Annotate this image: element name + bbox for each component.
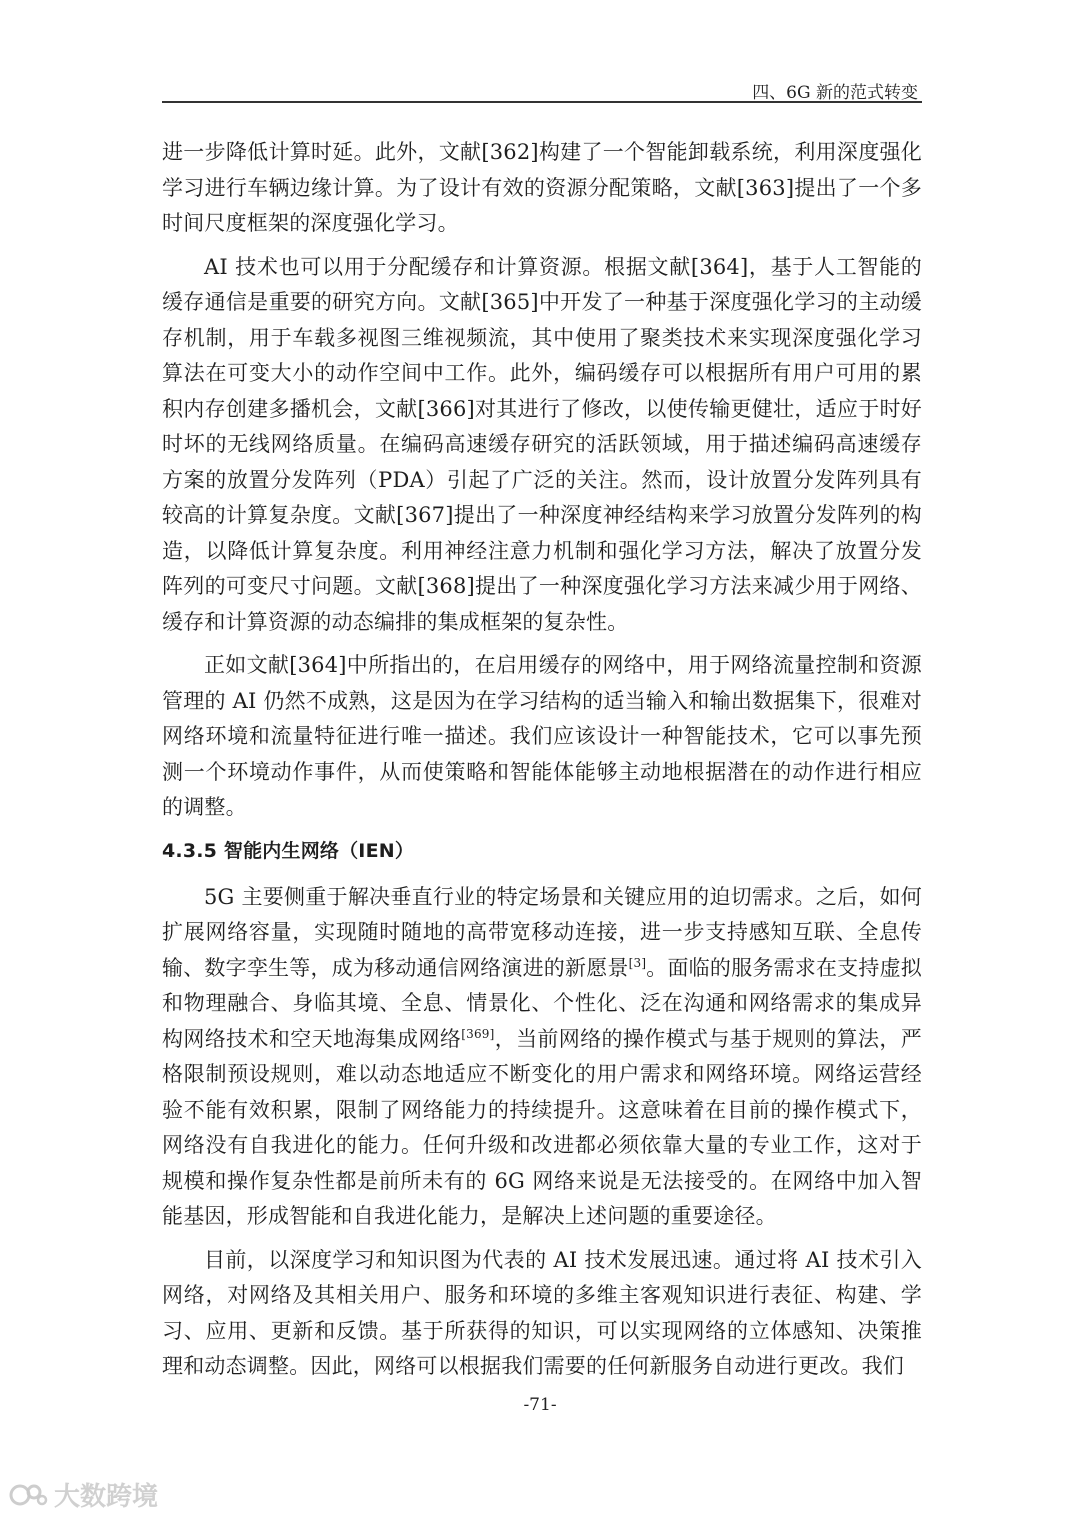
watermark-text: 大数跨境	[54, 1482, 159, 1512]
paragraph-text: 。面临的服务需求在支持虚拟和物理融合、身临其境、全息、情景化、个性化、泛在沟通和网络需求的集成异构网络技术和空天地海集成网络	[162, 955, 922, 1051]
citation-superscript: [3]	[628, 955, 647, 970]
brand-logo-icon	[8, 1480, 48, 1510]
paragraph-text: 5G 主要侧重于解决垂直行业的特定场景和关键应用的迫切需求。之后，如何扩展网络容量，实现随时随地的高带宽移动连接，进一步支持感知互联、全息传输、数字孪生等，成为移动通信网络演进的新愿景	[162, 884, 922, 980]
header-divider	[162, 101, 922, 103]
watermark	[8, 1476, 158, 1513]
page-body	[162, 135, 922, 1393]
paragraph-ai-knowledge: 目前，以深度学习和知识图为代表的 AI 技术发展迅速。通过将 AI 技术引入网络，对网络及其相关用户、服务和环境的多维主客观知识进行表征、构建、学习、应用、更新和反馈。基于所获得的知识，可以实现网络的立体感知、决策推理和动态调整。因此，网络可以根据我们需要的任何新服务自动进行更改。我们	[162, 1247, 922, 1378]
paragraph-ien-intro	[162, 880, 922, 1235]
paragraph-continuation: 进一步降低计算时延。此外，文献[362]构建了一个智能卸载系统，利用深度强化学习进行车辆边缘计算。为了设计有效的资源分配策略，文献[363]提出了一个多时间尺度框架的深度强化学习。	[162, 140, 922, 235]
paragraph-text: ，当前网络的操作模式与基于规则的算法，严格限制预设规则，难以动态地适应不断变化的用户需求和网络环境。网络运营经验不能有效积累，限制了网络能力的持续提升。这意味着在目前的操作模式下，网络没有自我进化的能力。任何升级和改进都必须依靠大量的专业工作，这对于规模和操作复杂性都是前所未有的 6G 网络来说是无法接受的。在网络中加入智能基因，形成智能和自我进化能力，是解决上述问题的重要途径。	[162, 1026, 922, 1228]
running-header: 四、6G 新的范式转变	[752, 83, 918, 103]
section-heading: 4.3.5 智能内生网络（IEN）	[162, 839, 415, 862]
paragraph-cache-network: 正如文献[364]中所指出的，在启用缓存的网络中，用于网络流量控制和资源管理的 AI 仍然不成熟，这是因为在学习结构的适当输入和输出数据集下，很难对网络环境和流量特征进行唯一描述。我们应该设计一种智能技术，它可以事先预测一个环境动作事件，从而使策略和智能体能够主动地根据潜在的动作进行相应的调整。	[162, 653, 922, 819]
page-number: -71-	[523, 1395, 557, 1415]
citation-superscript: [369]	[461, 1026, 495, 1041]
paragraph-ai-caching: AI 技术也可以用于分配缓存和计算资源。根据文献[364]，基于人工智能的缓存通信是重要的研究方向。文献[365]中开发了一种基于深度强化学习的主动缓存机制，用于车载多视图三维视频流，其中使用了聚类技术来实现深度强化学习算法在可变大小的动作空间中工作。此外，编码缓存可以根据所有用户可用的累积内存创建多播机会，文献[366]对其进行了修改，以使传输更健壮，适应于时好时坏的无线网络质量。在编码高速缓存研究的活跃领域，用于描述编码高速缓存方案的放置分发阵列（PDA）引起了广泛的关注。然而，设计放置分发阵列具有较高的计算复杂度。文献[367]提出了一种深度神经结构来学习放置分发阵列的构造，以降低计算复杂度。利用神经注意力机制和强化学习方法，解决了放置分发阵列的可变尺寸问题。文献[368]提出了一种深度强化学习方法来减少用于网络、缓存和计算资源的动态编排的集成框架的复杂性。	[162, 254, 922, 634]
